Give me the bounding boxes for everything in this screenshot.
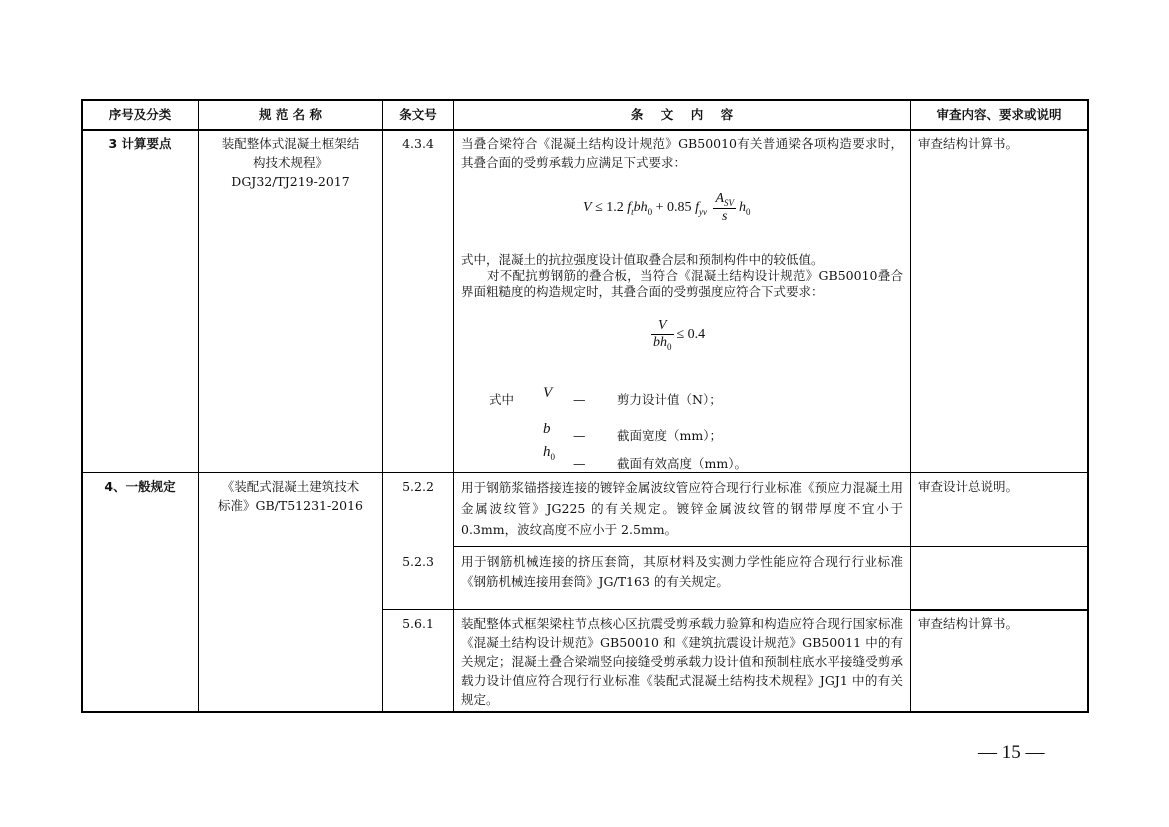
formula1-fyv-sub: yv	[698, 206, 707, 217]
section1-standard-name	[199, 134, 382, 191]
formula1-ft: f	[627, 200, 632, 216]
table-left-border	[81, 99, 83, 713]
col-divider-3	[453, 99, 454, 713]
var-dash-h0: —	[573, 456, 586, 471]
section1-clause-number: 4.3.4	[402, 136, 434, 151]
clause-text-5-2-2: 用于钢筋浆锚搭接连接的镀锌金属波纹管应符合现行行业标准《预应力混凝土用金属波纹管》JG225 的有关规定。镀锌金属波纹管的钢带厚度不宜小于 0.3mm，波纹高度不应小于 2.5mm。	[461, 480, 903, 537]
formula2-rel: ≤ 0.4	[676, 327, 706, 343]
formula1-tail-sub: 0	[746, 206, 751, 217]
clause-text-p1: 当叠合梁符合《混凝土结构设计规范》GB50010有关普通梁各项构造要求时，其叠合面的受剪承载力应满足下式要求：	[461, 136, 903, 170]
standard-name-line2: 构技术规程》	[252, 155, 328, 170]
standard-name-line3: DGJ32/TJ219-2017	[231, 174, 350, 189]
section2-review-calc: 审查结构计算书。	[918, 616, 1019, 631]
var-dash-V: —	[573, 392, 586, 407]
var-desc-V: 剪力设计值（N）；	[617, 392, 722, 407]
var-symbol-h0: $h_0$	[543, 444, 555, 462]
formula2-fraction	[651, 318, 674, 352]
var-desc-b: 截面宽度（mm）；	[617, 428, 722, 443]
header-clause-number: 条文号	[399, 107, 437, 122]
formula1-frac-num: $A_{SV}$	[715, 191, 735, 208]
clause-number-5-2-3: 5.2.3	[402, 554, 434, 569]
formula2-den: $bh_0$	[653, 335, 672, 352]
header-review-notes: 审查内容、要求或说明	[936, 107, 1062, 122]
table-right-border	[1087, 99, 1089, 713]
formula1-plus: + 0.85	[655, 200, 692, 216]
formula1-h0-sub: 0	[647, 206, 653, 217]
where-label: 式中	[489, 392, 515, 407]
standard2-line2: 标准》GB/T51231-2016	[217, 498, 364, 513]
clause-text-5-6-1: 装配整体式框架梁柱节点核心区抗震受剪承载力验算和构造应符合现行国家标准《混凝土结构设计规范》GB50010 和《建筑抗震设计规范》GB50011 中的有关规定；混凝土叠合梁端竖向接缝受剪承载力设计值和预制柱底水平接缝受剪承载力设计值应符合现行行业标准《装配式混凝土结构技术规程》JGJ1 中的有关规定。	[461, 616, 903, 707]
formula1-lhs: V	[583, 200, 592, 216]
clause-text-p2: 式中，混凝土的抗拉强度设计值取叠合层和预制构件中的较低值。	[461, 252, 824, 267]
col-divider-1	[198, 99, 199, 713]
table-bottom-border	[81, 711, 1088, 713]
row-divider-2-strong	[910, 609, 1088, 611]
formula1-tail: h	[739, 200, 747, 216]
clause-text-5-2-3: 用于钢筋机械连接的挤压套筒，其原材料及实测力学性能应符合现行行业标准《钢筋机械连接用套筒》JG/T163 的有关规定。	[461, 554, 903, 589]
section2-review-general: 审查设计总说明。	[918, 479, 1019, 494]
section1-category: 3 计算要点	[108, 136, 172, 151]
section2-standard-name	[199, 477, 382, 515]
col-divider-4	[910, 99, 911, 713]
var-symbol-b: b	[543, 421, 551, 437]
standard2-line1: 《装配式混凝土建筑技术	[221, 479, 360, 494]
formula-shear-capacity	[583, 191, 751, 225]
row-divider-1	[453, 546, 1088, 547]
formula1-frac-den: s	[722, 208, 728, 224]
var-desc-h0: 截面有效高度（mm）。	[617, 456, 747, 471]
page-number: — 15 —	[978, 742, 1045, 763]
formula1-fraction	[713, 191, 736, 225]
formula1-ft-sub: t	[631, 206, 634, 217]
section2-category: 4、一般规定	[104, 479, 176, 494]
formula1-rel: ≤ 1.2	[595, 200, 624, 216]
formula1-bh: bh	[633, 200, 648, 216]
clause-text-p3: 对不配抗剪钢筋的叠合板，当符合《混凝土结构设计规范》GB50010叠合界面粗糙度的构造规定时，其叠合面的受剪强度应符合下式要求：	[461, 268, 903, 299]
clause-number-5-2-2: 5.2.2	[402, 479, 434, 494]
clause-number-5-6-1: 5.6.1	[402, 616, 434, 631]
header-category: 序号及分类	[108, 107, 172, 122]
header-clause-content: 条 文 内 容	[630, 107, 734, 122]
formula1-fyv: f	[695, 200, 699, 216]
formula-shear-strength	[648, 318, 705, 352]
header-standard-name: 规 范 名 称	[258, 107, 323, 122]
var-dash-b: —	[573, 428, 586, 443]
formula2-num: V	[651, 318, 674, 335]
section1-review: 审查结构计算书。	[918, 136, 1019, 151]
standard-name-line1: 装配整体式混凝土框架结	[221, 136, 360, 151]
var-symbol-V: V	[543, 385, 553, 401]
